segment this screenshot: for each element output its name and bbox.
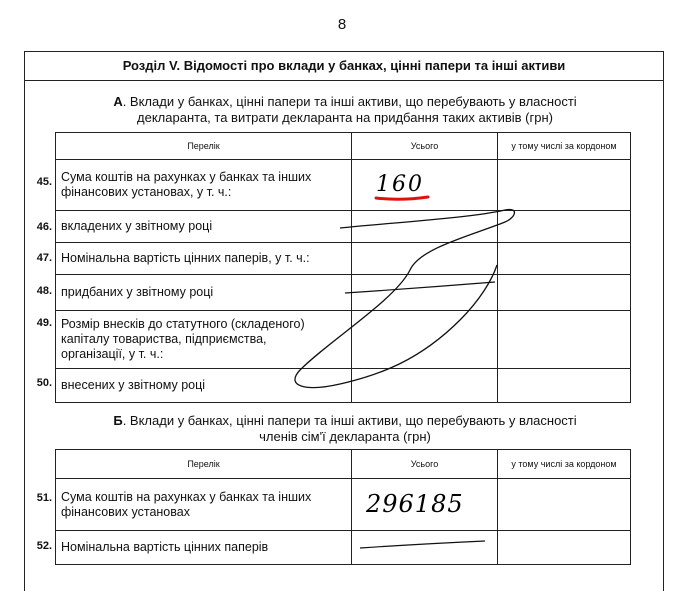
table-b [55,449,631,565]
table-a [55,132,631,403]
row-number-46: 46. [36,221,52,233]
subsection-a-letter: А [113,94,123,109]
subsection-a-line1: . Вклади у банках, цінні папери та інші активи, що перебувають у власності [122,94,577,109]
row-49-abroad-cell[interactable] [498,311,631,369]
column-header-list: Перелік [56,133,352,160]
row-50-label: внесених у звітному році [56,369,352,403]
row-47-abroad-cell[interactable] [498,243,631,275]
table-row [56,531,631,565]
row-51-abroad-cell[interactable] [498,479,631,531]
row-number-52: 52. [36,540,52,552]
row-46-total-cell[interactable] [352,211,498,243]
row-49-total-cell[interactable] [352,311,498,369]
row-50-total-cell[interactable] [352,369,498,403]
row-48-total-cell[interactable] [352,275,498,311]
column-header-abroad: у тому числі за кордоном [498,133,631,160]
row-46-label: вкладених у звітному році [56,211,352,243]
column-header-total: Усього [352,133,498,160]
subsection-a-line2: декларанта, та витрати декларанта на придбання таких активів (грн) [137,110,553,125]
row-45-total-cell[interactable] [352,160,498,211]
handwritten-value-296185: 296185 [366,490,464,518]
table-row [56,479,631,531]
column-header-total: Усього [352,450,498,479]
table-a-header [56,133,631,160]
handwritten-value-160: 160 [376,172,424,197]
row-48-label: придбаних у звітному році [56,275,352,311]
column-header-list: Перелік [56,450,352,479]
row-number-49: 49. [36,317,52,329]
row-52-label: Номінальна вартість цінних паперів [56,531,352,565]
subsection-b-letter: Б [113,413,123,428]
table-b-header [56,450,631,479]
row-48-abroad-cell[interactable] [498,275,631,311]
subsection-b-line1: . Вклади у банках, цінні папери та інші активи, що перебувають у власності [122,413,577,428]
subsection-b-heading [90,413,600,445]
row-52-abroad-cell[interactable] [498,531,631,565]
table-row [56,369,631,403]
row-45-label: Сума коштів на рахунках у банках та інших фінансових установах, у т. ч.: [56,160,352,211]
page-number: 8 [337,16,347,33]
table-row [56,243,631,275]
row-45-abroad-cell[interactable] [498,160,631,211]
row-number-50: 50. [36,377,52,389]
row-number-47: 47. [36,252,52,264]
row-49-label: Розмір внесків до статутного (складеного) капіталу товариства, підприємства, організації, у т. ч.: [56,311,352,369]
row-50-abroad-cell[interactable] [498,369,631,403]
row-47-total-cell[interactable] [352,243,498,275]
column-header-abroad: у тому числі за кордоном [498,450,631,479]
row-number-51: 51. [36,492,52,504]
subsection-b-line2: членів сім'ї декларанта (грн) [259,429,431,444]
row-46-abroad-cell[interactable] [498,211,631,243]
table-row [56,311,631,369]
row-52-total-cell[interactable] [352,531,498,565]
row-47-label: Номінальна вартість цінних паперів, у т. ч.: [56,243,352,275]
table-row [56,160,631,211]
row-number-45: 45. [36,176,52,188]
subsection-a-heading [90,94,600,126]
row-51-label: Сума коштів на рахунках у банках та інших фінансових установах [56,479,352,531]
table-row [56,275,631,311]
row-number-48: 48. [36,285,52,297]
section-title: Розділ V. Відомості про вклади у банках, цінні папери та інші активи [24,51,664,81]
table-row [56,211,631,243]
